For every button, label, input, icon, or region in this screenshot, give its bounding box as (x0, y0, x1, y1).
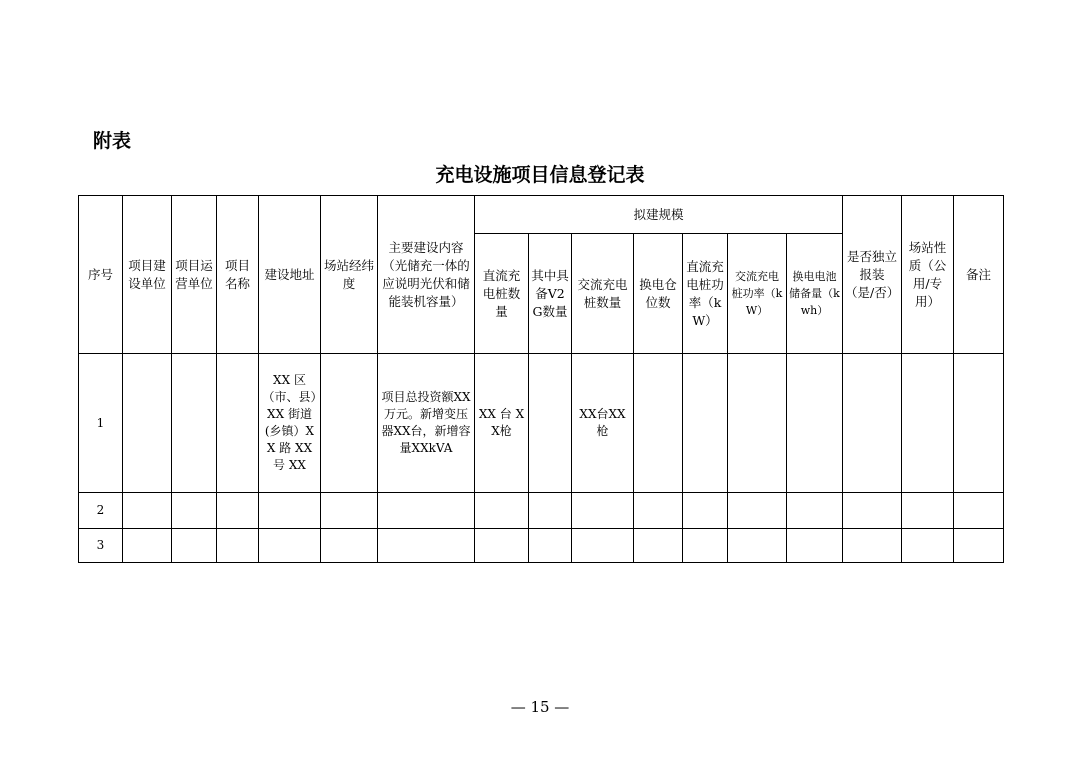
header-coordinates: 场站经纬度 (321, 196, 378, 354)
cell-builder (123, 529, 172, 563)
table-row (79, 354, 1004, 493)
table-row (79, 529, 1004, 563)
header-ac-power: 交流充电桩功率（kW） (728, 234, 787, 354)
header-content: 主要建设内容（光储充一体的应说明光伏和储能装机容量） (378, 196, 475, 354)
cell-coordinates (321, 529, 378, 563)
cell-content (378, 529, 475, 563)
cell-swap-count (634, 354, 683, 493)
header-operator: 项目运营单位 (172, 196, 217, 354)
cell-nature (902, 529, 954, 563)
cell-address (259, 529, 321, 563)
header-independent: 是否独立报装（是/否） (843, 196, 902, 354)
cell-project-name (217, 354, 259, 493)
cell-coordinates (321, 493, 378, 529)
page-number: — 15 — (510, 698, 570, 716)
header-builder: 项目建设单位 (123, 196, 172, 354)
header-remarks: 备注 (954, 196, 1004, 354)
cell-swap-count (634, 529, 683, 563)
cell-ac-count (572, 493, 634, 529)
header-seq: 序号 (79, 196, 123, 354)
header-battery-capacity: 换电电池储备量（kwh） (787, 234, 843, 354)
header-v2g-count: 其中具备V2G数量 (529, 234, 572, 354)
cell-ac-power (728, 493, 787, 529)
cell-operator (172, 529, 217, 563)
cell-content (378, 493, 475, 529)
header-dc-count: 直流充电桩数量 (475, 234, 529, 354)
cell-dc-power (683, 493, 728, 529)
cell-nature (902, 354, 954, 493)
cell-v2g-count (529, 529, 572, 563)
cell-remarks (954, 493, 1004, 529)
cell-address: XX 区（市、县）XX 街道(乡镇）XX 路 XX 号 XX (259, 354, 321, 493)
table-row (79, 493, 1004, 529)
header-planned-scale: 拟建规模 (475, 196, 843, 234)
header-ac-count: 交流充电桩数量 (572, 234, 634, 354)
cell-dc-count: XX 台 XX枪 (475, 354, 529, 493)
cell-battery-capacity (787, 493, 843, 529)
header-address: 建设地址 (259, 196, 321, 354)
cell-independent (843, 529, 902, 563)
cell-independent (843, 493, 902, 529)
cell-seq: 2 (79, 493, 123, 529)
cell-nature (902, 493, 954, 529)
cell-swap-count (634, 493, 683, 529)
cell-address (259, 493, 321, 529)
cell-ac-power (728, 354, 787, 493)
cell-seq: 3 (79, 529, 123, 563)
cell-project-name (217, 493, 259, 529)
cell-coordinates (321, 354, 378, 493)
cell-operator (172, 493, 217, 529)
cell-content: 项目总投资额XX万元。新增变压器XX台，新增容量XXkVA (378, 354, 475, 493)
cell-builder (123, 493, 172, 529)
cell-v2g-count (529, 354, 572, 493)
form-title: 充电设施项目信息登记表 (435, 164, 645, 186)
cell-v2g-count (529, 493, 572, 529)
cell-dc-count (475, 529, 529, 563)
header-swap-count: 换电仓位数 (634, 234, 683, 354)
header-dc-power: 直流充电桩功率（kW） (683, 234, 728, 354)
cell-battery-capacity (787, 529, 843, 563)
header-project-name: 项目名称 (217, 196, 259, 354)
header-nature: 场站性质（公用/专用） (902, 196, 954, 354)
cell-operator (172, 354, 217, 493)
cell-ac-count: XX台XX 枪 (572, 354, 634, 493)
cell-dc-power (683, 529, 728, 563)
cell-battery-capacity (787, 354, 843, 493)
cell-seq: 1 (79, 354, 123, 493)
cell-builder (123, 354, 172, 493)
cell-project-name (217, 529, 259, 563)
cell-ac-count (572, 529, 634, 563)
cell-independent (843, 354, 902, 493)
cell-dc-power (683, 354, 728, 493)
cell-dc-count (475, 493, 529, 529)
registration-table (78, 195, 1004, 563)
cell-ac-power (728, 529, 787, 563)
cell-remarks (954, 529, 1004, 563)
cell-remarks (954, 354, 1004, 493)
appendix-heading: 附表 (93, 130, 132, 152)
